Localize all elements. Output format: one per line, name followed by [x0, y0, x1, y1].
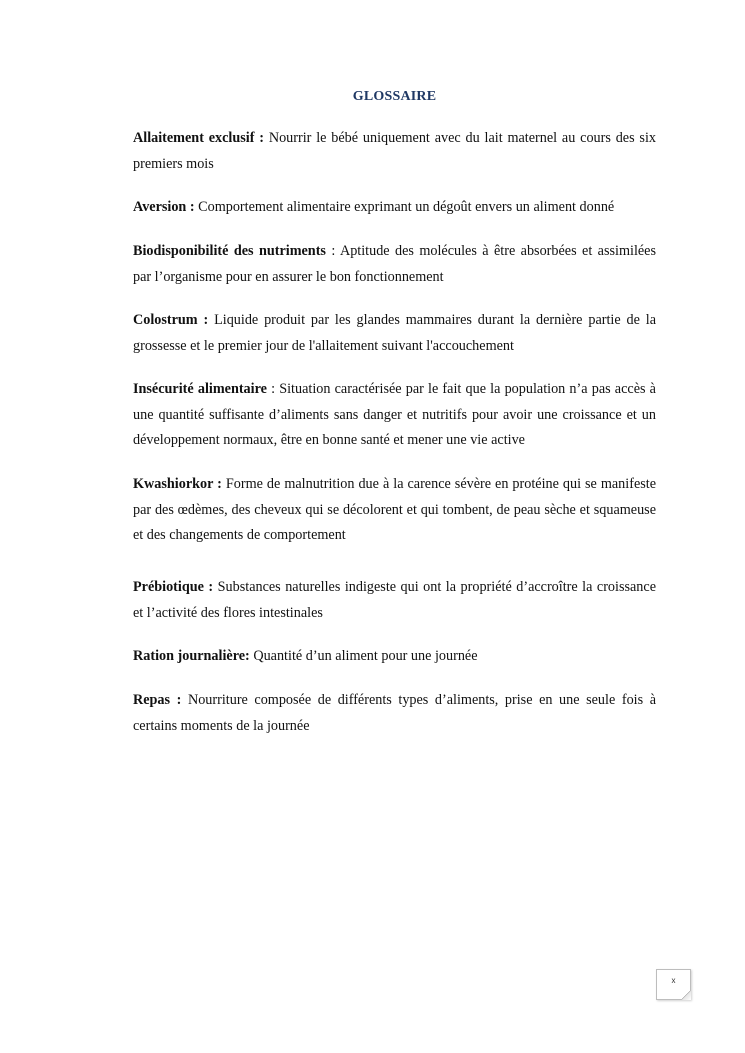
glossary-entry-aversion: [133, 195, 656, 221]
glossary-entry-allaitement-exclusif: [133, 126, 656, 177]
glossary-definition: Substances naturelles indigeste qui ont la propriété d’accroître la croissance et l’activité des flores intestinales: [133, 579, 656, 621]
glossary-definition: Nourrir le bébé uniquement avec du lait maternel au cours des six premiers mois: [133, 130, 656, 172]
glossary-definition: Liquide produit par les glandes mammaires durant la dernière partie de la grossesse et le premier jour de l'allaitement suivant l'accouchement: [133, 312, 657, 354]
glossary-definition: : Aptitude des molécules à être absorbées et assimilées par l’organisme pour en assurer le bon fonctionnement: [133, 243, 656, 285]
page-number-box: [656, 969, 691, 1000]
glossary-definition: Quantité d’un aliment pour une journée: [253, 648, 478, 664]
glossary-definition: Forme de malnutrition due à la carence sévère en protéine qui se manifeste par des œdèmes, des cheveux qui se décolorent et qui tombent, de peau sèche et squameuse et des changements de comportement: [133, 476, 657, 543]
glossary-entry-kwashiorkor: [133, 472, 656, 549]
glossary-term: Allaitement exclusif :: [133, 130, 265, 146]
glossary-term: Biodisponibilité des nutriments: [133, 243, 326, 259]
glossary-term: Prébiotique :: [133, 579, 214, 595]
glossary-term: Ration journalière:: [133, 648, 250, 664]
glossary-term: Colostrum :: [133, 312, 209, 328]
page-number: x: [671, 976, 676, 985]
glossary-term: Kwashiorkor :: [133, 476, 222, 492]
glossary-entry-colostrum: [133, 308, 656, 359]
glossary-definition: Nourriture composée de différents types d’aliments, prise en une seule fois à certains moments de la journée: [133, 692, 657, 734]
glossary-definition: Comportement alimentaire exprimant un dégoût envers un aliment donné: [198, 199, 615, 215]
glossary-entry-biodisponibilite: [133, 239, 656, 290]
glossary-term: Aversion :: [133, 199, 195, 215]
glossary-term: Insécurité alimentaire: [133, 381, 267, 397]
glossary-title: GLOSSAIRE: [352, 89, 437, 104]
glossary-entry-insecurite-alimentaire: [133, 377, 656, 454]
glossary-term: Repas :: [133, 692, 182, 708]
glossary-entry-ration-journaliere: [133, 644, 656, 670]
glossary-entry-repas: [133, 688, 656, 739]
glossary-entry-prebiotique: [133, 575, 656, 626]
glossary-definition: : Situation caractérisée par le fait que la population n’a pas accès à une quantité suffisante d’aliments sans danger et nutritifs pour avoir une croissance et un développement normaux, être en bonne santé et mener une vie active: [133, 381, 656, 448]
